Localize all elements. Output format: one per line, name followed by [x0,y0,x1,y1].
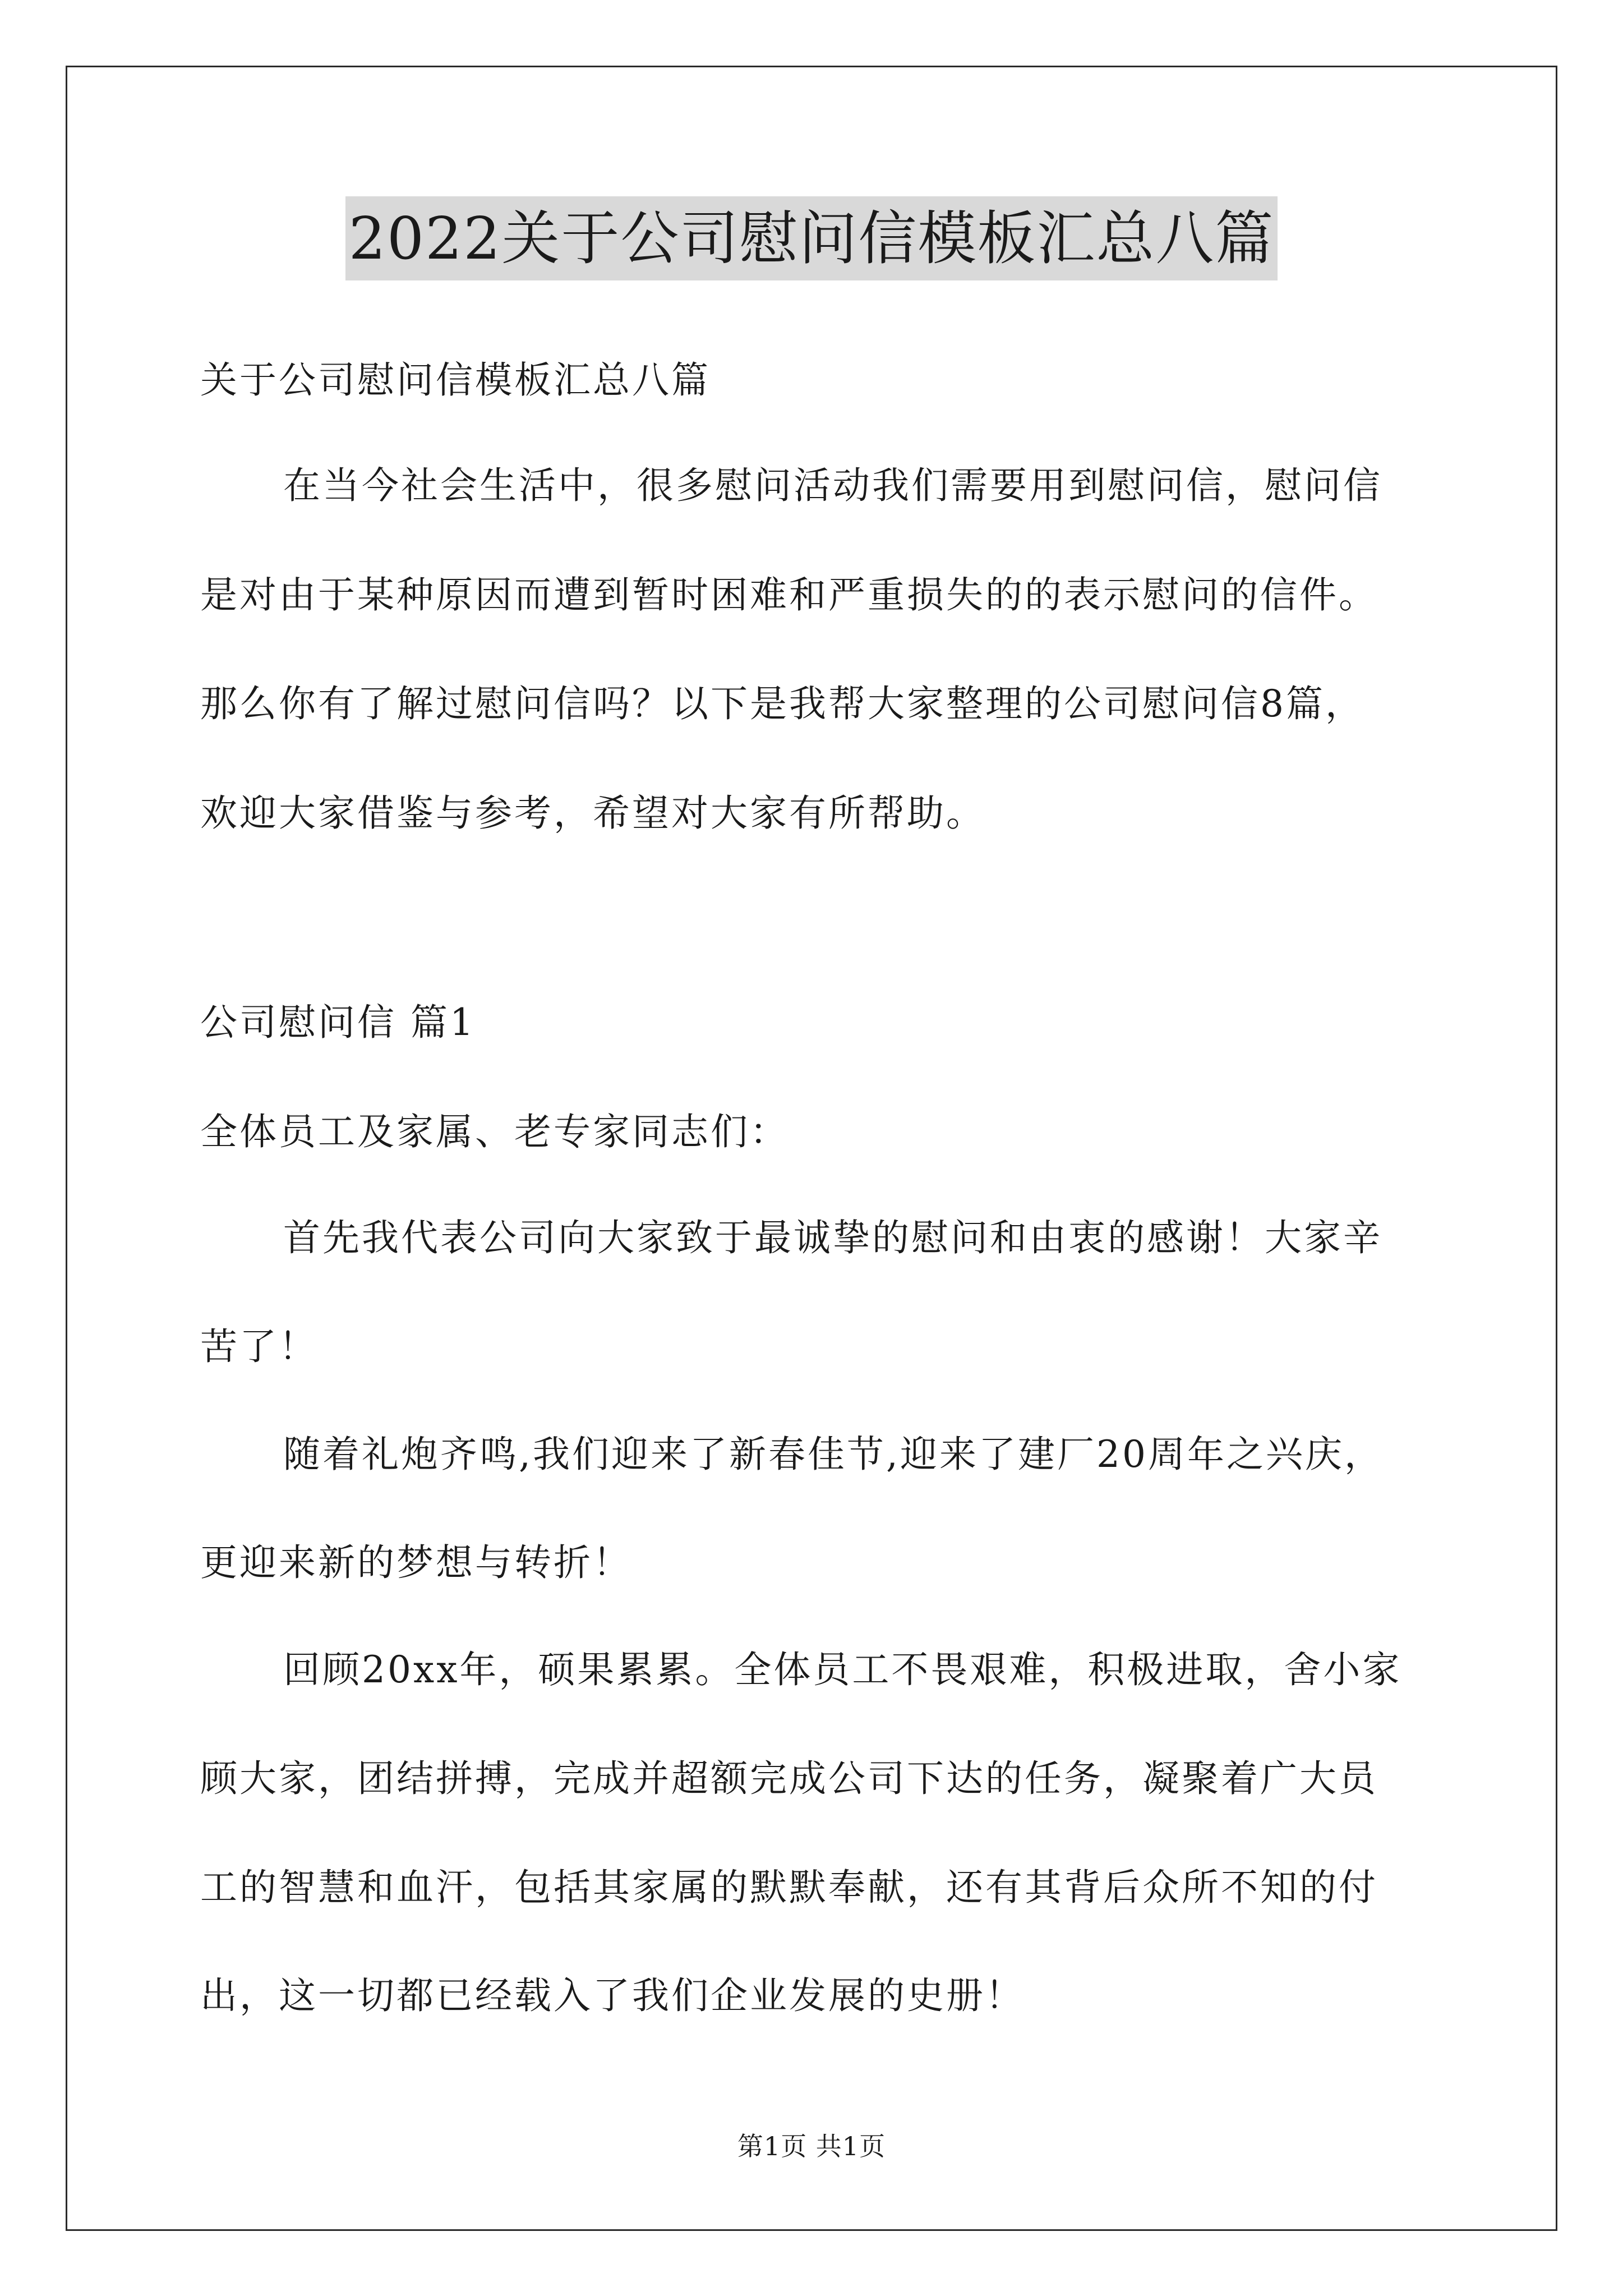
para2-line-2: 更迎来新的梦想与转折！ [200,1541,632,1584]
para3-line-3: 工的智慧和血汗，包括其家属的默默奉献，还有其背后众所不知的付 [200,1866,1378,1909]
title-container [0,196,1623,280]
salutation: 全体员工及家属、老专家同志们： [200,1110,789,1153]
para3-line-4: 出，这一切都已经载入了我们企业发展的史册！ [200,1974,1025,2017]
intro-line-3: 那么你有了解过慰问信吗？以下是我帮大家整理的公司慰问信8篇， [200,682,1364,725]
para2-line-1: 随着礼炮齐鸣,我们迎来了新春佳节,迎来了建厂20周年之兴庆， [283,1433,1384,1476]
intro-line-1: 在当今社会生活中，很多慰问活动我们需要用到慰问信，慰问信 [283,464,1382,507]
para1-line-1: 首先我代表公司向大家致于最诚挚的慰问和由衷的感谢！大家辛 [283,1216,1382,1259]
para1-line-2: 苦了！ [200,1325,318,1368]
document-subtitle: 关于公司慰问信模板汇总八篇 [200,358,711,402]
section-heading: 公司慰问信 篇1 [200,1001,476,1044]
page-footer: 第1页 共1页 [737,2131,886,2161]
para3-line-2: 顾大家，团结拼搏，完成并超额完成公司下达的任务，凝聚着广大员 [200,1757,1378,1800]
para3-line-1: 回顾20xx年，硕果累累。全体员工不畏艰难，积极进取，舍小家 [283,1648,1402,1691]
document-title: 2022关于公司慰问信模板汇总八篇 [345,196,1278,280]
intro-line-4: 欢迎大家借鉴与参考，希望对大家有所帮助。 [200,792,985,835]
intro-line-2: 是对由于某种原因而遭到暂时困难和严重损失的的表示慰问的信件。 [200,573,1378,616]
